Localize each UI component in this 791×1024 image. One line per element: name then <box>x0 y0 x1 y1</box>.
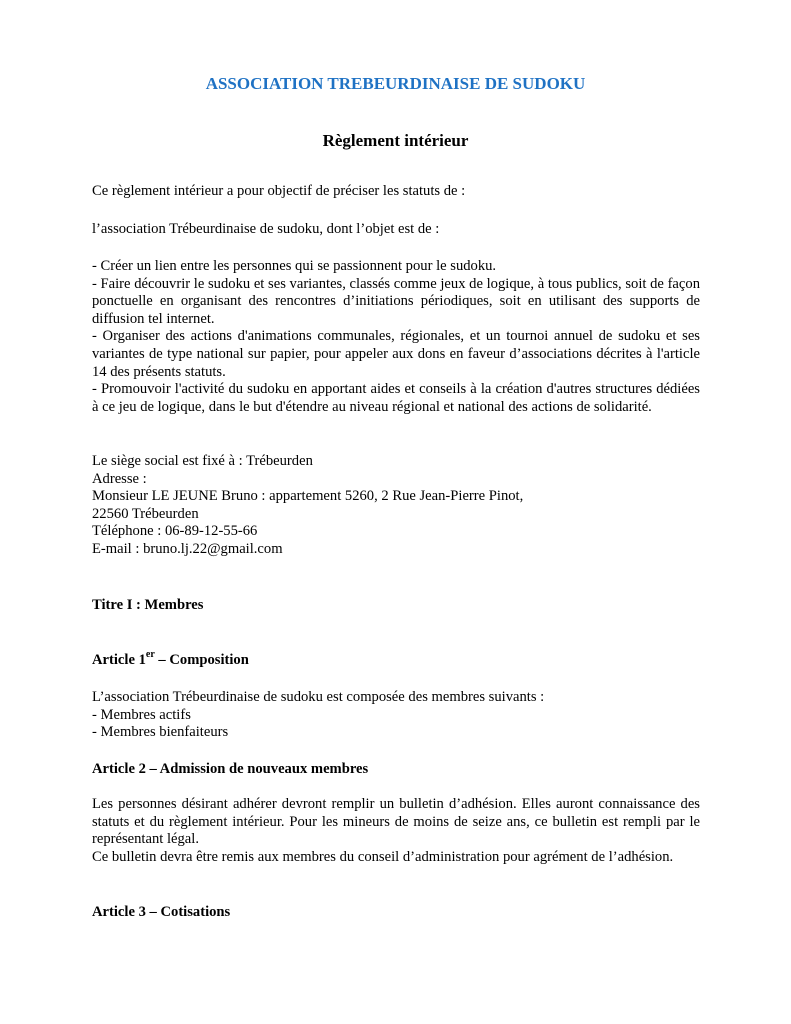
association-object-paragraph: l’association Trébeurdinaise de sudoku, dont l’objet est de : <box>92 221 440 237</box>
article-3-heading: Article 3 – Cotisations <box>92 904 231 920</box>
objective-item: - Faire découvrir le sudoku et ses variantes, classés comme jeux de logique, à tous publics, soit de façon ponctuelle en organisant des rencontres d’initiations périodiques, soit en utilisant des supports de diffusion tel internet. <box>92 275 700 327</box>
article-2-heading: Article 2 – Admission de nouveaux membres <box>92 761 369 777</box>
address-city: 22560 Trébeurden <box>92 505 199 522</box>
phone-line: Téléphone : 06-89-12-55-66 <box>92 523 258 540</box>
objective-item: - Créer un lien entre les personnes qui se passionnent pour le sudoku. <box>92 258 497 274</box>
headquarters-line: Le siège social est fixé à : Trébeurden <box>92 453 313 469</box>
member-type-item: - Membres bienfaiteurs <box>92 724 229 741</box>
document-title: Règlement intérieur <box>322 131 469 150</box>
title-i-heading: Titre I : Membres <box>92 597 204 613</box>
ordinal-superscript: er <box>145 649 155 661</box>
article-1-heading: Article 1er – Composition <box>92 649 249 668</box>
member-type-item: - Membres actifs <box>92 706 191 723</box>
article-1-body <box>92 689 700 742</box>
objectives-list <box>92 258 700 416</box>
address-label: Adresse : <box>92 470 147 487</box>
address-block <box>92 453 700 559</box>
objective-item: - Promouvoir l'activité du sudoku en apportant aides et conseils à la création d'autres structures dédiées à ce jeu de logique, dans le but d'étendre au niveau régional et national des actions de solidarité. <box>92 381 700 415</box>
article-2-paragraph: Ce bulletin devra être remis aux membres du conseil d’administration pour agrément de l’adhésion. <box>92 848 674 865</box>
composition-lead: L’association Trébeurdinaise de sudoku est composée des membres suivants : <box>92 689 545 705</box>
objective-item: - Organiser des actions d'animations communales, régionales, et un tournoi annuel de sudoku et ses variantes de type national sur papier, pour appeler aux dons en faveur d’associations décrites à l'article 14 des présents statuts. <box>92 328 700 380</box>
article-2-body <box>92 796 700 866</box>
address-street: Monsieur LE JEUNE Bruno : appartement 5260, 2 Rue Jean-Pierre Pinot, <box>92 488 524 505</box>
organization-title: ASSOCIATION TREBEURDINAISE DE SUDOKU <box>205 74 586 93</box>
article-2-paragraph: Les personnes désirant adhérer devront remplir un bulletin d’adhésion. Elles auront connaissance des statuts et du règlement intérieur. Pour les mineurs de moins de seize ans, ce bulletin est rempli par le représentant légal. <box>92 796 700 848</box>
intro-paragraph: Ce règlement intérieur a pour objectif de préciser les statuts de : <box>92 183 466 199</box>
email-line: E-mail : bruno.lj.22@gmail.com <box>92 540 283 557</box>
